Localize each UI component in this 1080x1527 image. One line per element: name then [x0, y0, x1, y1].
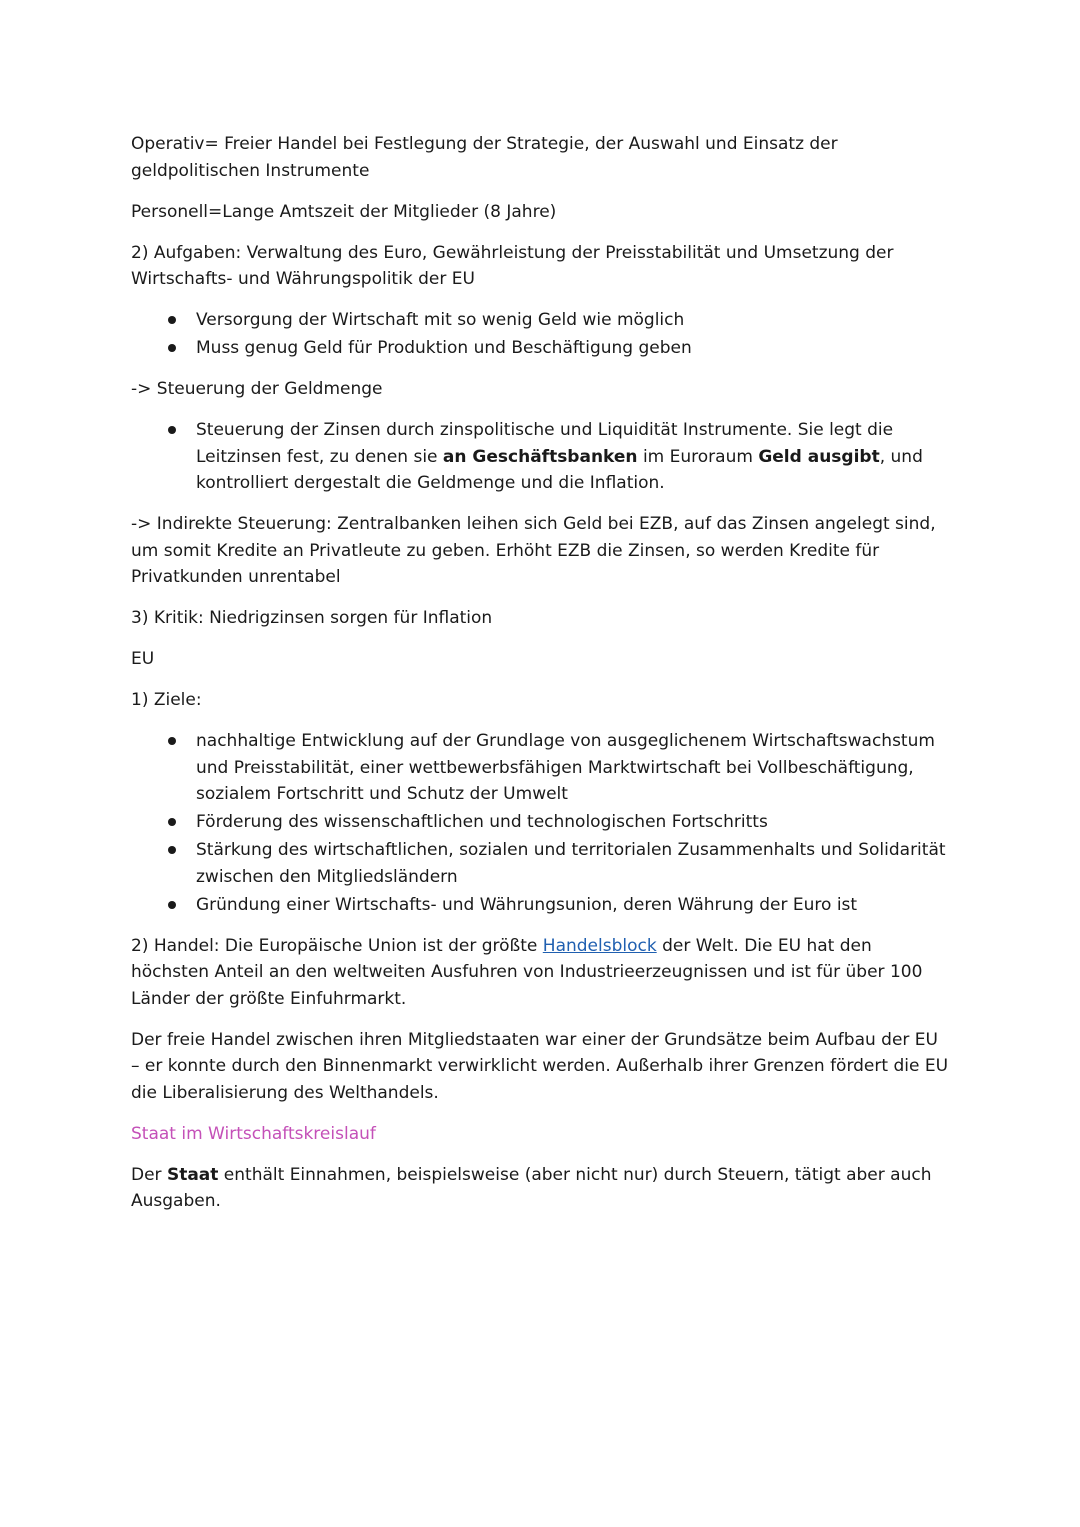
section-label-eu: EU — [131, 649, 155, 669]
paragraph-aufgaben: 2) Aufgaben: Verwaltung des Euro, Gewährleistung der Preisstabilität und Umsetzung der Wirtschafts- und Währungspolitik der EU — [131, 242, 894, 289]
text-run: Der — [131, 1164, 167, 1185]
bold-text: Staat — [166, 1164, 219, 1185]
list-item: Muss genug Geld für Produktion und Beschäftigung geben — [196, 335, 951, 362]
list-item: nachhaltige Entwicklung auf der Grundlage von ausgeglichenem Wirtschaftswachstum und Preisstabilität, einer wettbewerbsfähigen Marktwirtschaft bei Vollbeschäftigung, sozialem Fortschritt und Schutz der Umwelt — [196, 728, 951, 808]
text-run: im Euroraum — [637, 446, 759, 467]
heading-staat-wirtschaftskreislauf: Staat im Wirtschaftskreislauf — [131, 1123, 376, 1144]
list-item: Stärkung des wirtschaftlichen, sozialen und territorialen Zusammenhalts und Solidarität zwischen den Mitgliedsländern — [196, 837, 951, 890]
text-run: enthält Einnahmen, beispielsweise (aber nicht nur) durch Steuern, tätigt aber auch Ausgaben. — [131, 1164, 932, 1211]
paragraph-staat — [131, 1162, 951, 1215]
paragraph-operativ: Operativ= Freier Handel bei Festlegung der Strategie, der Auswahl und Einsatz der geldpolitischen Instrumente — [131, 134, 838, 181]
text-run: 2) Handel: Die Europäische Union ist der größte — [131, 935, 543, 956]
paragraph-steuerung-geldmenge: -> Steuerung der Geldmenge — [131, 379, 383, 399]
paragraph-handel — [131, 933, 951, 1013]
paragraph-indirekte-steuerung: -> Indirekte Steuerung: Zentralbanken leihen sich Geld bei EZB, auf das Zinsen angelegt sind, um somit Kredite an Privatleute zu geben. Erhöht EZB die Zinsen, so werden Kredite für Privatkunden unrentabel — [131, 514, 936, 587]
list-item — [196, 417, 951, 497]
paragraph-ziele: 1) Ziele: — [131, 690, 202, 710]
bold-text: an Geschäftsbanken — [442, 446, 638, 467]
paragraph-kritik: 3) Kritik: Niedrigzinsen sorgen für Inflation — [131, 608, 493, 628]
bullet-list-ziele — [131, 728, 951, 918]
list-item: Förderung des wissenschaftlichen und technologischen Fortschritts — [196, 809, 951, 836]
document-page — [131, 131, 951, 1229]
list-item: Versorgung der Wirtschaft mit so wenig Geld wie möglich — [196, 307, 951, 334]
bold-text: Geld ausgibt — [758, 446, 880, 467]
bullet-list-zinsen — [131, 417, 951, 497]
text-run: der Welt. Die EU hat den höchsten Anteil an den weltweiten Ausfuhren von Industrieerzeugnissen und ist für über 100 Länder der größte Einfuhrmarkt. — [131, 935, 923, 1009]
text-run: , und kontrolliert dergestalt die Geldmenge und die Inflation. — [196, 446, 923, 493]
text-run: Steuerung der Zinsen durch zinspolitische und Liquidität Instrumente. Sie legt die Leitzinsen fest, zu denen sie — [196, 420, 894, 467]
bullet-list-aufgaben — [131, 307, 951, 362]
paragraph-personell: Personell=Lange Amtszeit der Mitglieder (8 Jahre) — [131, 201, 557, 222]
handelsblock-link[interactable]: Handelsblock — [542, 935, 657, 956]
paragraph-freier-handel: Der freie Handel zwischen ihren Mitgliedstaaten war einer der Grundsätze beim Aufbau der EU – er konnte durch den Binnenmarkt verwirklicht werden. Außerhalb ihrer Grenzen fördert die EU die Liberalisierung des Welthandels. — [131, 1029, 949, 1103]
list-item: Gründung einer Wirtschafts- und Währungsunion, deren Währung der Euro ist — [196, 892, 951, 919]
